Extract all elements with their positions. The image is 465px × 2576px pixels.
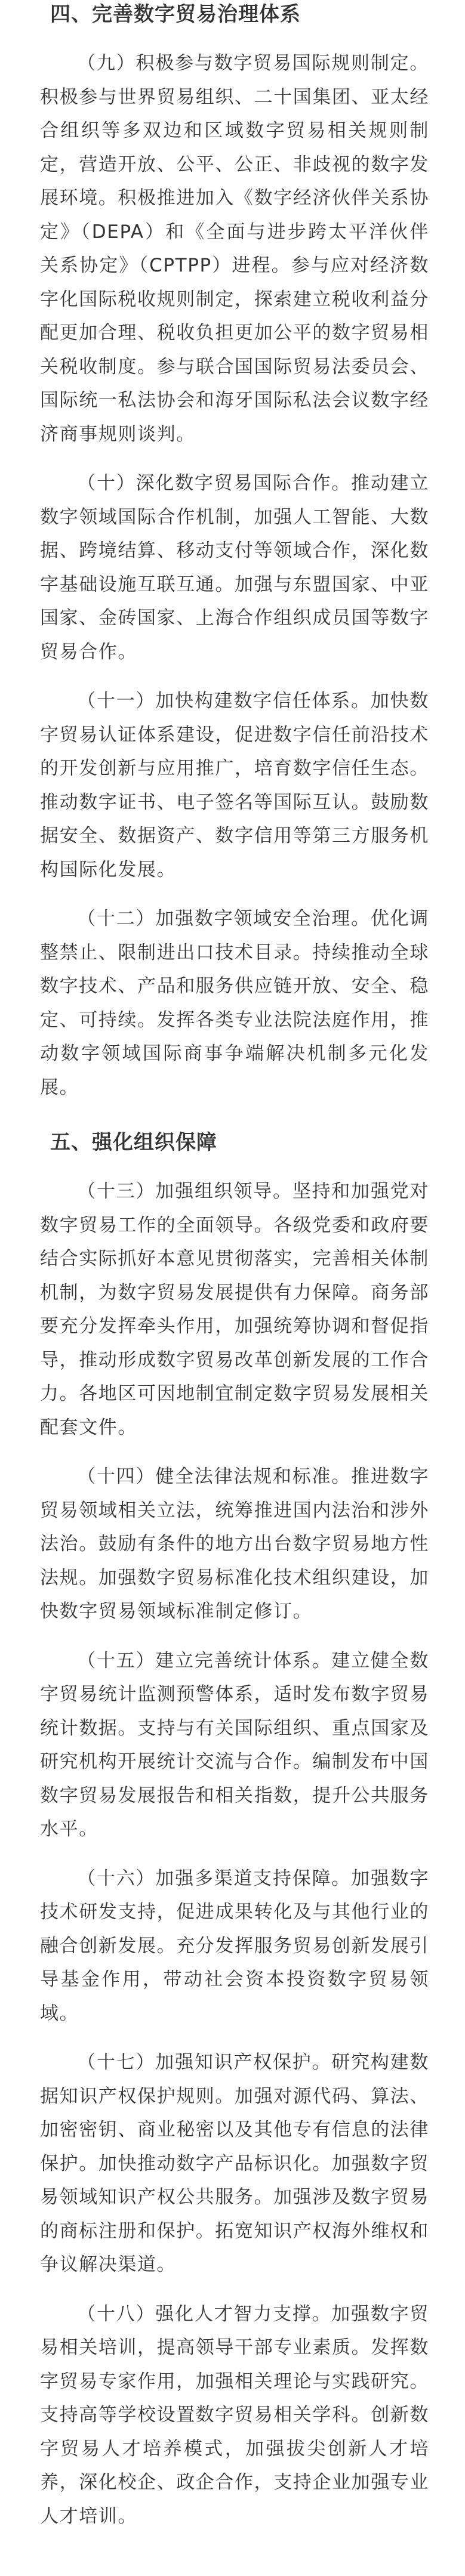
article-number: （九） — [77, 52, 136, 74]
article-paragraph — [40, 467, 429, 669]
article-paragraph — [40, 2297, 429, 2534]
article-text: 加强组织领导。坚持和加强党对数字贸易工作的全面领导。各级党委和政府要结合实际抓好本意见贯彻落实，完善相关体制机制，为数字贸易发展提供有力保障。商务部要充分发挥牵头作用，加强统筹协调和督促指导，推动形成数字贸易改革创新发展的工作合力。各地区可因地制宜制定数字贸易发展相关配套文件。 — [40, 1181, 429, 1438]
article-paragraph — [40, 1644, 429, 1846]
article-number: （十三） — [77, 1181, 156, 1202]
article-text: 加强数字领域安全治理。优化调整禁止、限制进出口技术目录。持续推动全球数字技术、产品和服务供应链开放、安全、稳定、可持续。发挥各类专业法院法庭作用，推动数字领域国际商事争端解决机制多元化发展。 — [40, 908, 429, 1098]
article-number: （十六） — [77, 1867, 156, 1889]
article-text: 加强多渠道支持保障。加强数字技术研发支持，促进成果转化及与其他行业的融合创新发展。充分发挥服务贸易创新发展引导基金作用，带动社会资本投资数字贸易领域。 — [40, 1867, 429, 2024]
article-text: 积极参与数字贸易国际规则制定。积极参与世界贸易组织、二十国集团、亚太经合组织等多双边和区域数字贸易相关规则制定，营造开放、公平、公正、非歧视的数字发展环境。积极推进加入《数字经济伙伴关系协定》（DEPA）和《全面与进步跨太平洋伙伴关系协定》（CPTPP）进程。参与应对经济数字化国际税收规则制定，探索建立税收利益分配更加合理、税收负担更加公平的数字贸易相关税收制度。参与联合国国际贸易法委员会、国际统一私法协会和海牙国际私法会议数字经济商事规则谈判。 — [40, 52, 429, 445]
article-text: 加快构建数字信任体系。加快数字贸易认证体系建设，促进数字信任前沿技术的开发创新与应用推广，培育数字信任生态。推动数字证书、电子签名等国际互认。鼓励数据安全、数据资产、数字信用等第三方服务机构国际化发展。 — [40, 690, 429, 881]
article-text: 强化人才智力支撑。加强数字贸易相关培训，提高领导干部专业素质。发挥数字贸易专家作用，加强相关理论与实践研究。支持高等学校设置数字贸易相关学科。创新数字贸易人才培养模式，加强拔尖创新人才培养，深化校企、政企合作，支持企业加强专业人才培训。 — [40, 2303, 429, 2527]
section-heading: 四、完善数字贸易治理体系 — [50, 2, 301, 26]
article-number: （十二） — [77, 908, 156, 929]
article-paragraph — [40, 1460, 429, 1629]
section-heading: 五、强化组织保障 — [50, 1131, 217, 1154]
article-number: （十五） — [77, 1650, 156, 1672]
article-paragraph — [40, 1175, 429, 1444]
article-number: （十） — [77, 472, 136, 494]
article-paragraph — [40, 47, 429, 451]
article-number: （十七） — [77, 2052, 156, 2073]
article-text: 加强知识产权保护。研究构建数据知识产权保护规则。加强对源代码、算法、加密密钥、商业秘密以及其他专有信息的法律保护。加快推动数字产品标识化。加强数字贸易领域知识产权公共服务。加强涉及数字贸易的商标注册和保护。拓宽知识产权海外维权和争议解决渠道。 — [40, 2052, 429, 2275]
article-text: 深化数字贸易国际合作。推动建立数字领域国际合作机制，加强人工智能、大数据、跨境结算、移动支付等领域合作，深化数字基础设施互联互通。加强与东盟国家、中亚国家、金砖国家、上海合作组织成员国等数字贸易合作。 — [40, 472, 429, 663]
article-paragraph — [40, 1862, 429, 2031]
article-number: （十八） — [77, 2303, 156, 2325]
article-text: 建立完善统计体系。建立健全数字贸易统计监测预警体系，适时发布数字贸易统计数据。支持与有关国际组织、重点国家及研究机构开展统计交流与合作。编制发布中国数字贸易发展报告和相关指数，提升公共服务水平。 — [40, 1650, 429, 1840]
article-paragraph — [40, 2046, 429, 2282]
article-number: （十一） — [77, 690, 156, 712]
article-number: （十四） — [77, 1466, 156, 1487]
article-text: 健全法律法规和标准。推进数字贸易领域相关立法，统筹推进国内法治和涉外法治。鼓励有条件的地方出台数字贸易地方性法规。加强数字贸易标准化技术组织建设，加快数字贸易领域标准制定修订。 — [40, 1466, 429, 1622]
article-paragraph — [40, 902, 429, 1104]
article-paragraph — [40, 684, 429, 887]
